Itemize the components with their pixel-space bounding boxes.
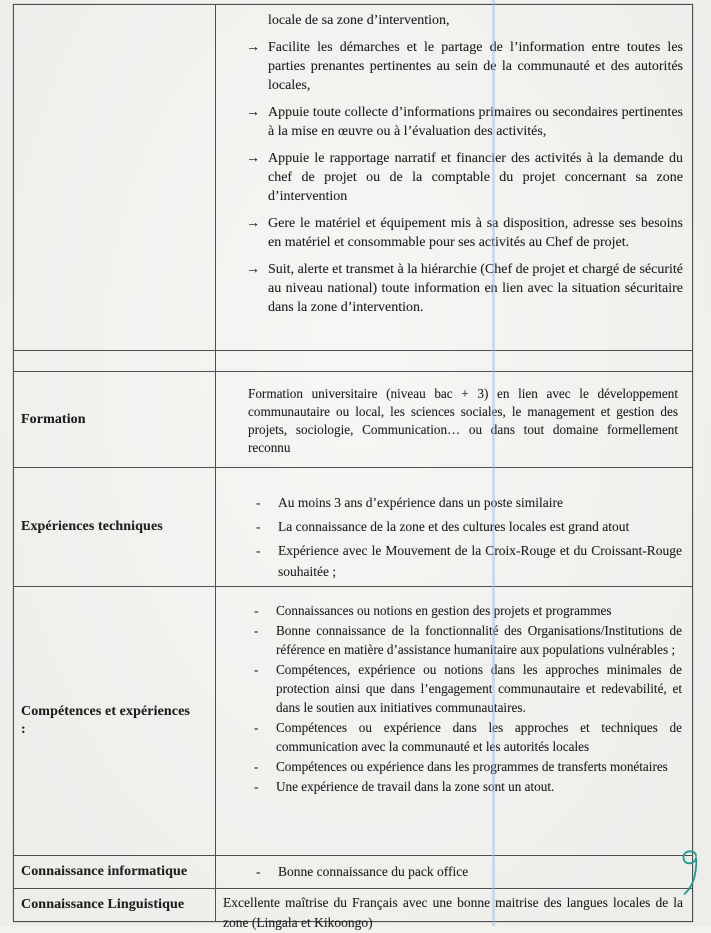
list-item (246, 260, 683, 317)
arrow-bullet-icon: → (246, 262, 260, 277)
job-description-table (13, 4, 693, 930)
duties-continuation-line: locale de sa zone d’intervention, (268, 13, 450, 28)
informatique-content-cell (216, 856, 692, 889)
dash-bullet-icon: - (254, 720, 259, 735)
list-item-text: Appuie toute collecte d’informations primaires ou secondaires pertinentes à la mise en œuvre ou à l’évaluation des activités, (268, 105, 683, 139)
informatique-dash-list (256, 862, 682, 882)
list-item (256, 862, 682, 882)
competences-label-colon: : (21, 722, 26, 737)
informatique-label-cell (14, 856, 216, 889)
informatique-label: Connaissance informatique (21, 864, 188, 879)
competences-label: Compétences et expériences (21, 704, 190, 719)
duties-cell (216, 5, 692, 351)
formation-content-cell (216, 372, 692, 468)
list-item (256, 492, 682, 513)
dash-bullet-icon: - (254, 603, 259, 618)
list-item (254, 777, 682, 796)
list-item-text: Compétences ou expérience dans les programmes de transferts monétaires (276, 759, 668, 774)
list-item-text: Au moins 3 ans d’expérience dans un poste similaire (278, 495, 563, 510)
dash-bullet-icon: - (256, 864, 261, 879)
dash-bullet-icon: - (256, 543, 261, 558)
competences-label-cell (14, 587, 216, 856)
experiences-label-cell (14, 468, 216, 587)
experiences-dash-list (256, 492, 682, 582)
competences-content-cell (216, 587, 692, 856)
competences-dash-list (254, 601, 682, 796)
arrow-bullet-icon: → (246, 151, 260, 166)
list-item-text: Facilite les démarches et le partage de l’information entre toutes les parties prenantes pertinentes au sein de la communauté et des autorités locales, (268, 40, 683, 93)
empty-label-cell-top (14, 5, 216, 351)
list-item-text: Gere le matériel et équipement mis à sa disposition, adresse ses besoins en matériel et consommable pour ses activités au Chef de projet. (268, 216, 683, 250)
duties-arrow-list (246, 38, 683, 317)
list-item (254, 660, 682, 717)
list-item-text: La connaissance de la zone et des cultures locales est grand atout (278, 519, 630, 534)
list-item-text: Une expérience de travail dans la zone sont un atout. (276, 779, 555, 794)
formation-label-cell (14, 372, 216, 468)
dash-bullet-icon: - (256, 519, 261, 534)
list-item (246, 38, 683, 95)
empty-spacer-cell-right (216, 351, 692, 372)
arrow-bullet-icon: → (246, 105, 260, 120)
formation-text: Formation universitaire (niveau bac + 3) en lien avec le développement communautaire ou local, les sciences sociales, le management et gestion des projets, sociologie, Communication… ou dans tout domaine formellement reconnu (248, 386, 678, 455)
list-item (256, 516, 682, 537)
list-item (254, 757, 682, 776)
arrow-bullet-icon: → (246, 216, 260, 231)
dash-bullet-icon: - (254, 662, 259, 677)
dash-bullet-icon: - (254, 623, 259, 638)
list-item-text: Expérience avec le Mouvement de la Croix-Rouge et du Croissant-Rouge souhaitée ; (278, 543, 682, 579)
linguistique-text: Excellente maîtrise du Français avec une bonne maitrise des langues locales de la zone (Lingala et Kikoongo) (223, 895, 683, 930)
list-item-text: Bonne connaissance de la fonctionnalité des Organisations/Institutions de référence en matière d’assistance humanitaire aux populations vulnérables ; (276, 623, 682, 657)
list-item (246, 149, 683, 206)
list-item (256, 540, 682, 582)
list-item (254, 621, 682, 659)
linguistique-content-cell (216, 889, 692, 930)
empty-spacer-cell-left (14, 351, 216, 372)
list-item-text: Suit, alerte et transmet à la hiérarchie (Chef de projet et chargé de sécurité au niveau national) toute information en lien avec la situation sécuritaire dans la zone d’intervention. (268, 262, 683, 315)
list-item-text: Connaissances ou notions en gestion des projets et programmes (276, 603, 612, 618)
list-item (246, 103, 683, 141)
dash-bullet-icon: - (254, 759, 259, 774)
experiences-label: Expériences techniques (21, 519, 163, 534)
list-item-text: Compétences ou expérience dans les approches et techniques de communication avec la communauté et les autorités locales (276, 720, 682, 754)
dash-bullet-icon: - (256, 495, 261, 510)
formation-label: Formation (21, 411, 86, 427)
list-item (254, 601, 682, 620)
list-item-text: Compétences, expérience ou notions dans les approches minimales de protection ainsi que dans l’engagement communautaire et redevabilité, et dans le soutien aux initiatives communautaires. (276, 662, 682, 715)
list-item (246, 214, 683, 252)
experiences-content-cell (216, 468, 692, 587)
list-item-text: Appuie le rapportage narratif et financier des activités à la demande du chef de projet ou de la comptable du projet concernant sa zone d’intervention (268, 151, 683, 204)
list-item-text: Bonne connaissance du pack office (278, 864, 469, 879)
arrow-bullet-icon: → (246, 40, 260, 55)
linguistique-label-cell (14, 889, 216, 921)
linguistique-label: Connaissance Linguistique (21, 897, 185, 912)
list-item (254, 718, 682, 756)
dash-bullet-icon: - (254, 779, 259, 794)
handwritten-mark (679, 847, 701, 897)
